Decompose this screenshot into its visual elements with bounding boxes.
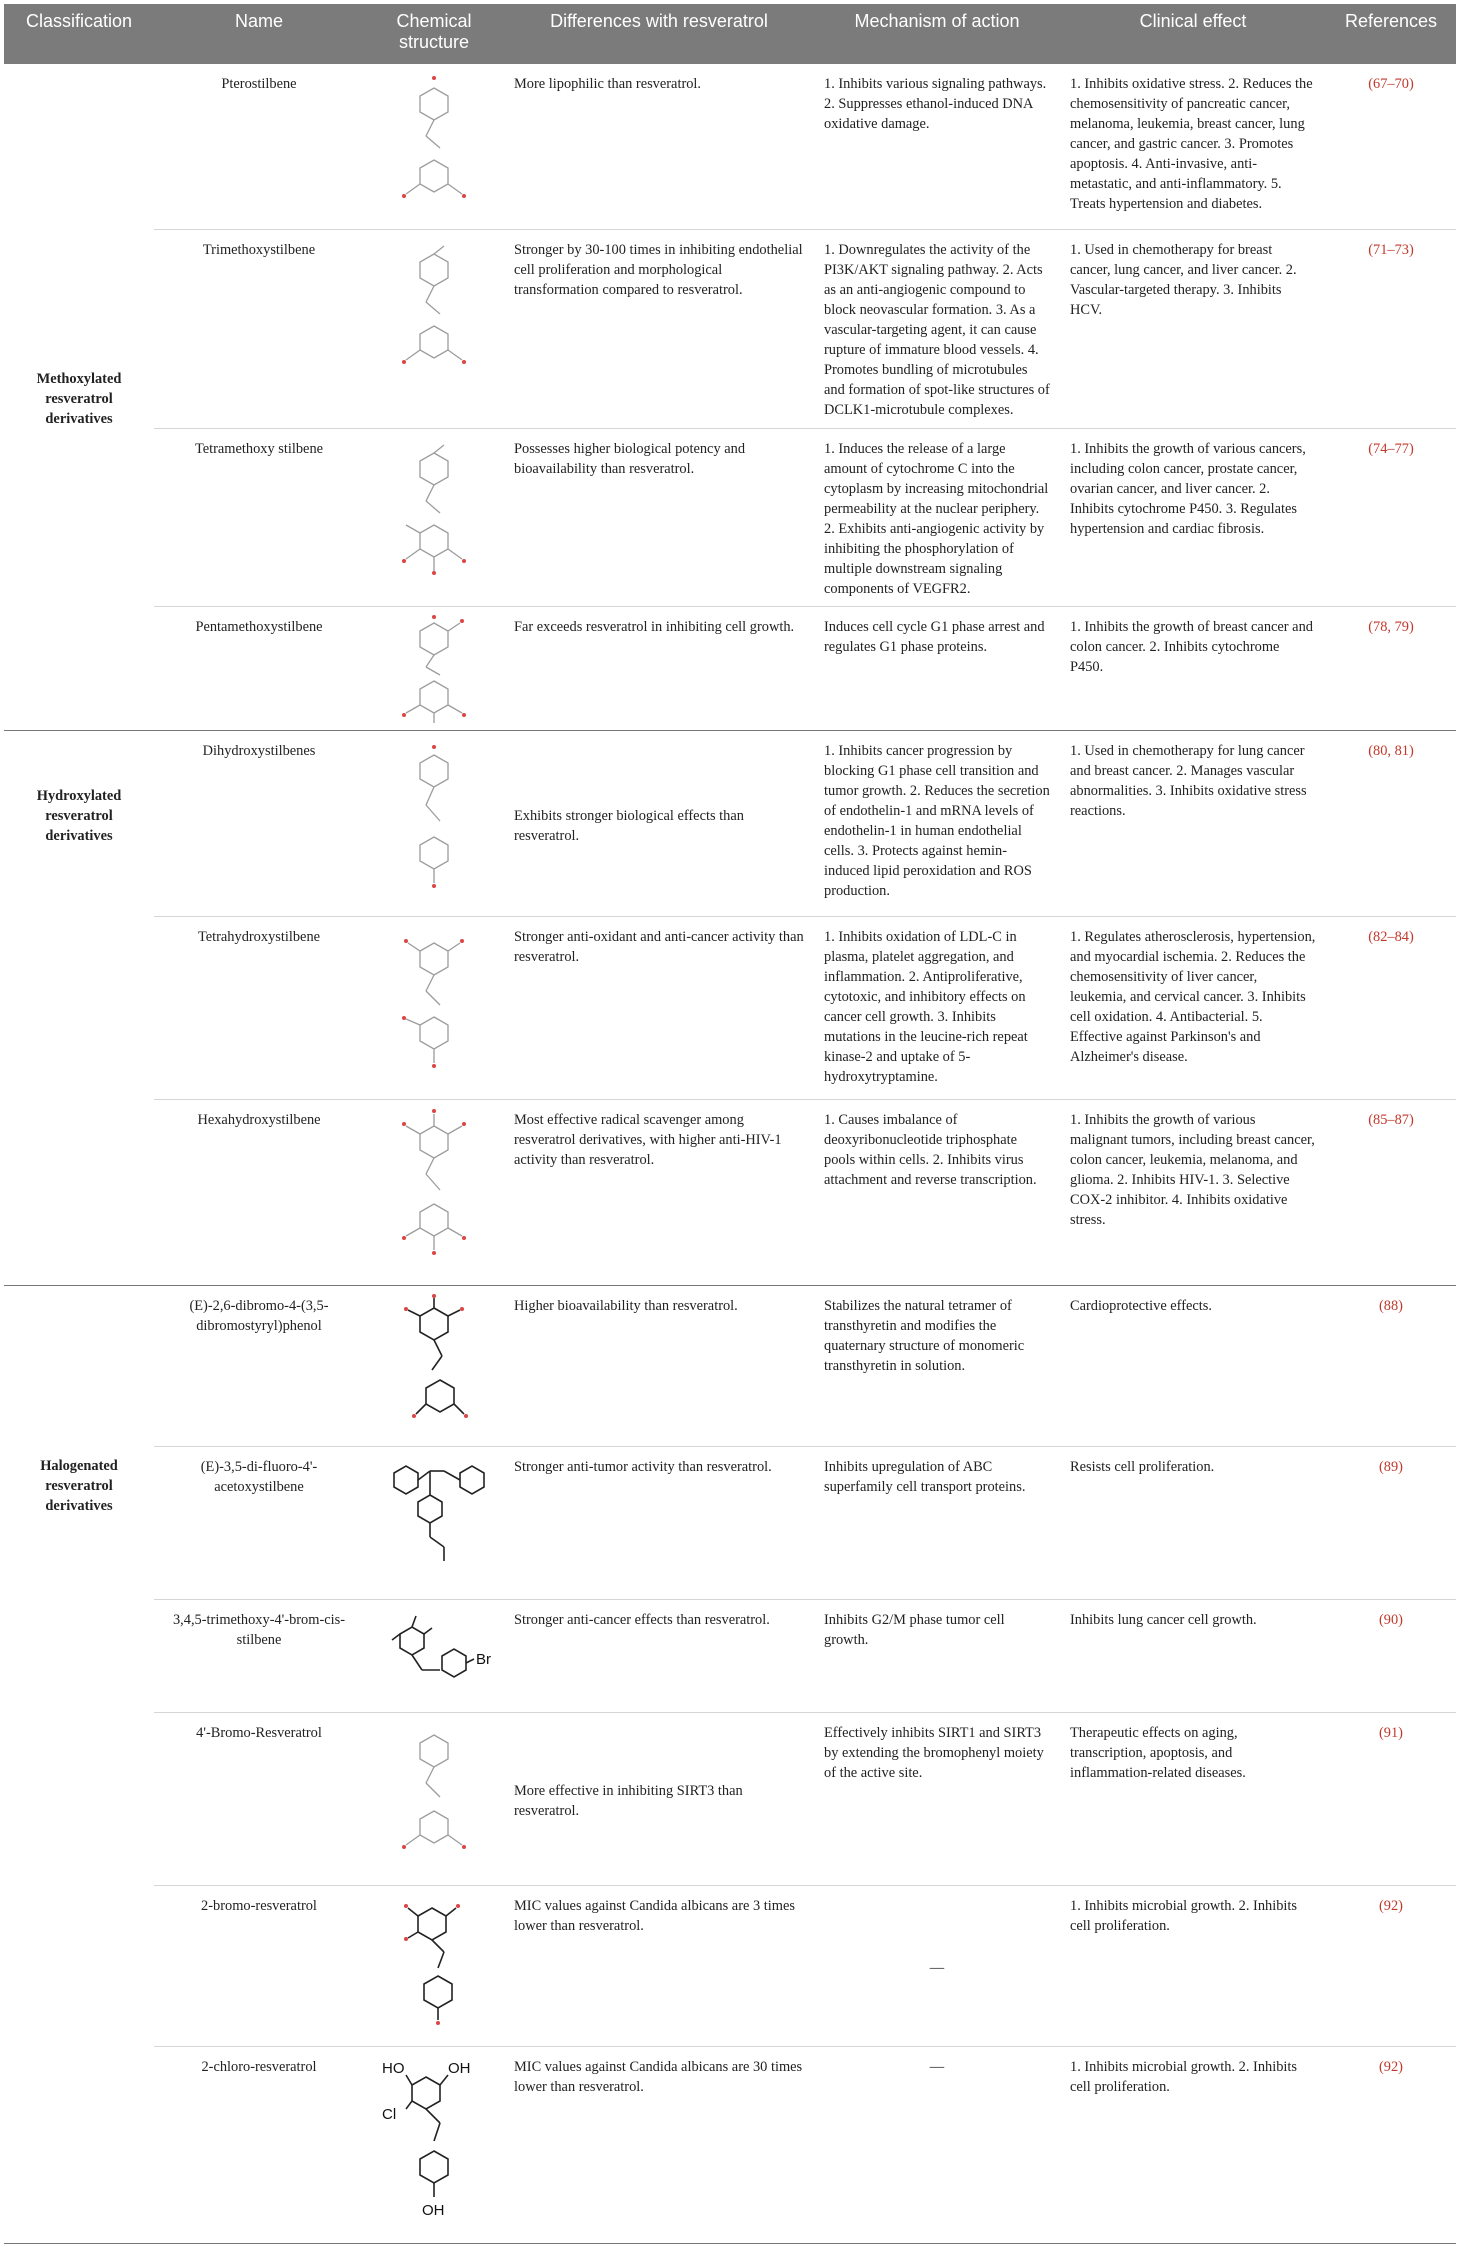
chemical-structure: [364, 64, 504, 230]
chemical-structure: [364, 606, 504, 731]
group-label: Hydroxylated resveratrol derivatives: [4, 731, 154, 1286]
differences-text: Stronger anti-oxidant and anti-cancer activity than resveratrol.: [504, 917, 814, 1100]
table-row: [4, 1100, 1456, 1286]
chemical-structure: [364, 230, 504, 428]
clinical-effect-text: 1. Inhibits microbial growth. 2. Inhibits cell proliferation.: [1060, 1885, 1326, 2046]
chemical-structure: [364, 1286, 504, 1447]
chemical-structure: [364, 1712, 504, 1885]
table-row: [4, 606, 1456, 731]
header-references: References: [1326, 4, 1456, 64]
mechanism-text: 1. Inhibits oxidation of LDL-C in plasma, platelet aggregation, and inflammation. 2. Antiproliferative, cytotoxic, and inhibitory effects on cancer cell growth. 3. Inhibits mutations in the leucine-rich repeat kinase-2 and uptake of 5-hydroxytryptamine.: [814, 917, 1060, 1100]
hydroxyl-atom-label: HO: [382, 2059, 405, 2077]
clinical-effect-text: 1. Inhibits microbial growth. 2. Inhibits cell proliferation.: [1060, 2046, 1326, 2243]
mechanism-text: 1. Downregulates the activity of the PI3K/AKT signaling pathway. 2. Acts as an anti-angiogenic compound to block neovascular formation. 3. As a vascular-targeting agent, it can cause rupture of immature blood vessels. 4. Promotes bundling of microtubules and formation of spot-like structures of DCLK1-microtubule complexes.: [814, 230, 1060, 428]
table-row: [4, 917, 1456, 1100]
clinical-effect-text: Inhibits lung cancer cell growth.: [1060, 1600, 1326, 1713]
differences-text: Stronger anti-tumor activity than resveratrol.: [504, 1447, 814, 1600]
header-row: [4, 4, 1456, 64]
compound-name: Hexahydroxystilbene: [154, 1100, 364, 1286]
compound-name: Tetramethoxy stilbene: [154, 428, 364, 606]
reference-link[interactable]: (90): [1326, 1600, 1456, 1713]
mechanism-text: —: [814, 2046, 1060, 2243]
mechanism-text: —: [814, 1885, 1060, 2046]
clinical-effect-text: Resists cell proliferation.: [1060, 1447, 1326, 1600]
differences-text: MIC values against Candida albicans are 3 times lower than resveratrol.: [504, 1885, 814, 2046]
chemical-structure: [364, 1885, 504, 2046]
table-row: [4, 1447, 1456, 1600]
table-row: [4, 230, 1456, 428]
chemical-structure: [364, 917, 504, 1100]
table-row: [4, 64, 1456, 230]
mechanism-text: Inhibits upregulation of ABC superfamily cell transport proteins.: [814, 1447, 1060, 1600]
mechanism-text: 1. Inhibits various signaling pathways. 2. Suppresses ethanol-induced DNA oxidative damage.: [814, 64, 1060, 230]
compound-name: Trimethoxystilbene: [154, 230, 364, 428]
table-row: [4, 428, 1456, 606]
table-row: [4, 1885, 1456, 2046]
differences-text: More lipophilic than resveratrol.: [504, 64, 814, 230]
mechanism-text: 1. Inhibits cancer progression by blocking G1 phase cell transition and tumor growth. 2. Reduces the secretion of endothelin-1 and mRNA levels of endothelin-1 in human endothelial cells. 3. Protects against hemin-induced lipid peroxidation and ROS production.: [814, 731, 1060, 917]
group-label: Methoxylated resveratrol derivatives: [4, 64, 154, 731]
differences-text: Higher bioavailability than resveratrol.: [504, 1286, 814, 1447]
table-row: [4, 1712, 1456, 1885]
table-row: [4, 1600, 1456, 1713]
header-name: Name: [154, 4, 364, 64]
table-row: [4, 731, 1456, 917]
clinical-effect-text: 1. Regulates atherosclerosis, hypertension, and myocardial ischemia. 2. Reduces the chemosensitivity of liver cancer, leukemia, and cervical cancer. 3. Inhibits cell oxidation. 4. Antibacterial. 5. Effective against Parkinson's and Alzheimer's disease.: [1060, 917, 1326, 1100]
reference-link[interactable]: (80, 81): [1326, 731, 1456, 917]
clinical-effect-text: 1. Used in chemotherapy for lung cancer and breast cancer. 2. Manages vascular abnormalities. 3. Inhibits oxidative stress reactions.: [1060, 731, 1326, 917]
chemical-structure: [364, 1600, 504, 1713]
differences-text: Stronger anti-cancer effects than resveratrol.: [504, 1600, 814, 1713]
group-label: Halogenated resveratrol derivatives: [4, 1286, 154, 2244]
differences-text: More effective in inhibiting SIRT3 than resveratrol.: [504, 1712, 814, 1885]
reference-link[interactable]: (82–84): [1326, 917, 1456, 1100]
compound-name: Dihydroxystilbenes: [154, 731, 364, 917]
clinical-effect-text: 1. Inhibits the growth of various malignant tumors, including breast cancer, colon cancer, leukemia, melanoma, and glioma. 2. Inhibits HIV-1. 3. Selective COX-2 inhibitor. 4. Inhibits oxidative stress.: [1060, 1100, 1326, 1286]
table-row: [4, 1286, 1456, 1447]
hydroxyl-atom-label: OH: [448, 2059, 471, 2077]
compound-name: (E)-3,5-di-fluoro-4'-acetoxystilbene: [154, 1447, 364, 1600]
mechanism-text: 1. Induces the release of a large amount of cytochrome C into the cytoplasm by increasing mitochondrial permeability at the nuclear periphery. 2. Exhibits anti-angiogenic activity by inhibiting the phosphorylation of multiple downstream signaling components of VEGFR2.: [814, 428, 1060, 606]
reference-link[interactable]: (71–73): [1326, 230, 1456, 428]
differences-text: Stronger by 30-100 times in inhibiting endothelial cell proliferation and morphological transformation compared to resveratrol.: [504, 230, 814, 428]
chemical-structure: [364, 2046, 504, 2243]
reference-link[interactable]: (89): [1326, 1447, 1456, 1600]
differences-text: Far exceeds resveratrol in inhibiting cell growth.: [504, 606, 814, 731]
chlorine-atom-label: Cl: [382, 2105, 397, 2123]
reference-link[interactable]: (92): [1326, 1885, 1456, 2046]
clinical-effect-text: Cardioprotective effects.: [1060, 1286, 1326, 1447]
chemical-structure: [364, 428, 504, 606]
mechanism-text: 1. Causes imbalance of deoxyribonucleotide triphosphate pools within cells. 2. Inhibits virus attachment and reverse transcription.: [814, 1100, 1060, 1286]
clinical-effect-text: 1. Inhibits the growth of breast cancer and colon cancer. 2. Inhibits cytochrome P450.: [1060, 606, 1326, 731]
table-row: [4, 2046, 1456, 2243]
compound-name: 3,4,5-trimethoxy-4'-brom-cis-stilbene: [154, 1600, 364, 1713]
compound-name: 2-chloro-resveratrol: [154, 2046, 364, 2243]
clinical-effect-text: Therapeutic effects on aging, transcription, apoptosis, and inflammation-related diseases.: [1060, 1712, 1326, 1885]
clinical-effect-text: 1. Used in chemotherapy for breast cancer, lung cancer, and liver cancer. 2. Vascular-targeted therapy. 3. Inhibits HCV.: [1060, 230, 1326, 428]
reference-link[interactable]: (91): [1326, 1712, 1456, 1885]
differences-text: Possesses higher biological potency and bioavailability than resveratrol.: [504, 428, 814, 606]
bromine-atom-label: Br: [476, 1651, 491, 1669]
compound-name: Pterostilbene: [154, 64, 364, 230]
differences-text: MIC values against Candida albicans are 30 times lower than resveratrol.: [504, 2046, 814, 2243]
reference-link[interactable]: (74–77): [1326, 428, 1456, 606]
header-mechanism: Mechanism of action: [814, 4, 1060, 64]
chemical-structure: [364, 731, 504, 917]
mechanism-text: Inhibits G2/M phase tumor cell growth.: [814, 1600, 1060, 1713]
reference-link[interactable]: (67–70): [1326, 64, 1456, 230]
compound-name: (E)-2,6-dibromo-4-(3,5-dibromostyryl)phenol: [154, 1286, 364, 1447]
clinical-effect-text: 1. Inhibits the growth of various cancers, including colon cancer, prostate cancer, ovarian cancer, and liver cancer. 2. Inhibits cytochrome P450. 3. Regulates hypertension and cardiac fibrosis.: [1060, 428, 1326, 606]
reference-link[interactable]: (88): [1326, 1286, 1456, 1447]
compound-name: Tetrahydroxystilbene: [154, 917, 364, 1100]
hydroxyl-atom-label: OH: [422, 2201, 445, 2219]
compound-name: 2-bromo-resveratrol: [154, 1885, 364, 2046]
differences-text: Exhibits stronger biological effects than resveratrol.: [504, 731, 814, 917]
reference-link[interactable]: (78, 79): [1326, 606, 1456, 731]
mechanism-text: Stabilizes the natural tetramer of transthyretin and modifies the quaternary structure of monomeric transthyretin in solution.: [814, 1286, 1060, 1447]
mechanism-text: Induces cell cycle G1 phase arrest and regulates G1 phase proteins.: [814, 606, 1060, 731]
differences-text: Most effective radical scavenger among resveratrol derivatives, with higher anti-HIV-1 activity than resveratrol.: [504, 1100, 814, 1286]
compound-name: Pentamethoxystilbene: [154, 606, 364, 731]
header-differences: Differences with resveratrol: [504, 4, 814, 64]
chemical-structure: [364, 1100, 504, 1286]
reference-link[interactable]: (92): [1326, 2046, 1456, 2243]
compound-name: 4'-Bromo-Resveratrol: [154, 1712, 364, 1885]
derivatives-table: [4, 4, 1456, 2244]
mechanism-text: Effectively inhibits SIRT1 and SIRT3 by extending the bromophenyl moiety of the active site.: [814, 1712, 1060, 1885]
reference-link[interactable]: (85–87): [1326, 1100, 1456, 1286]
header-clinical-effect: Clinical effect: [1060, 4, 1326, 64]
chemical-structure: [364, 1447, 504, 1600]
header-classification: Classification: [4, 4, 154, 64]
clinical-effect-text: 1. Inhibits oxidative stress. 2. Reduces the chemosensitivity of pancreatic cancer, melanoma, leukemia, breast cancer, lung cancer, and gastric cancer. 3. Promotes apoptosis. 4. Anti-invasive, anti-metastatic, and anti-inflammatory. 5. Treats hypertension and diabetes.: [1060, 64, 1326, 230]
header-chemical-structure: Chemical structure: [364, 4, 504, 64]
